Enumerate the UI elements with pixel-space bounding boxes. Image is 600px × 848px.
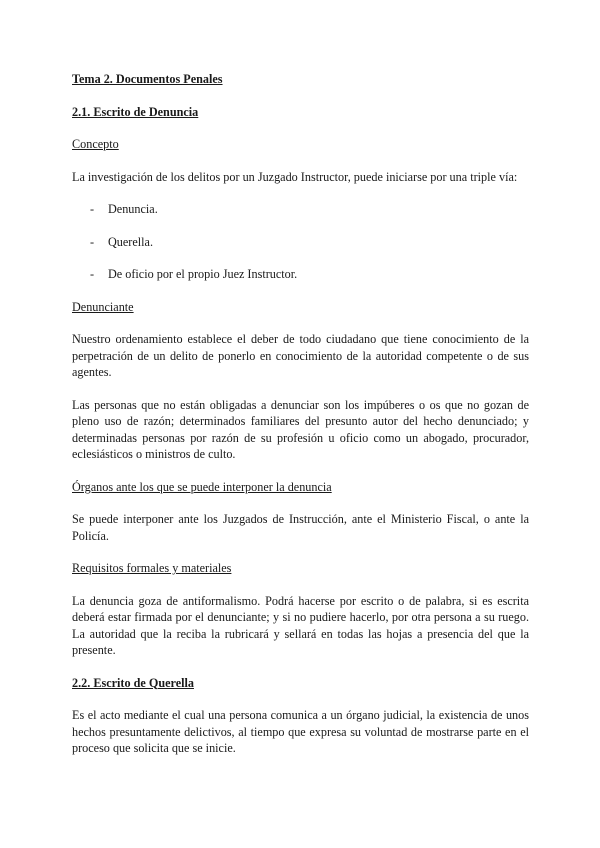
dash-bullet: - xyxy=(90,202,95,216)
list-item xyxy=(72,201,529,218)
dash-bullet: - xyxy=(90,267,95,281)
subheading-requisitos: Requisitos formales y materiales xyxy=(72,561,232,575)
list-item-text: Denuncia. xyxy=(108,202,158,216)
list-item xyxy=(72,234,529,251)
paragraph-organos: Se puede interponer ante los Juzgados de Instrucción, ante el Ministerio Fiscal, o ante la Policía. xyxy=(72,512,529,543)
paragraph-denunciante-1: Nuestro ordenamiento establece el deber de todo ciudadano que tiene conocimiento de la perpetración de un delito de ponerlo en conocimiento de la autoridad competente o de sus agentes. xyxy=(72,332,529,379)
dash-bullet: - xyxy=(90,234,95,249)
subheading-concepto: Concepto xyxy=(72,137,119,151)
paragraph-concepto-intro: La investigación de los delitos por un Juzgado Instructor, puede iniciarse por una triple vía: xyxy=(72,169,518,184)
list-item-text: De oficio por el propio Juez Instructor. xyxy=(108,267,298,281)
list-item xyxy=(72,266,529,283)
paragraph-denunciante-2: Las personas que no están obligadas a denunciar son los impúberes o os que no gozan de pleno uso de razón; determinados familiares del presunto autor del hecho denunciado; y determinadas personas por razón de su profesión u oficio como un abogado, procurador, eclesiásticos o ministros de culto. xyxy=(72,397,529,461)
subheading-organos: Órganos ante los que se puede interponer la denuncia xyxy=(72,479,332,494)
section-heading-denuncia: 2.1. Escrito de Denuncia xyxy=(72,104,199,119)
section-heading-querella: 2.2. Escrito de Querella xyxy=(72,675,194,690)
subheading-denunciante: Denunciante xyxy=(72,299,134,314)
list-item-text: Querella. xyxy=(108,234,154,249)
paragraph-requisitos: La denuncia goza de antiformalismo. Podrá hacerse por escrito o de palabra, si es escrita deberá estar firmada por el denunciante; y si no pudiere hacerlo, por otra persona a su ruego. La autoridad que la reciba la rubricará y sellará en todas las hojas a presencia del que la presente. xyxy=(72,593,529,657)
list-vias xyxy=(72,201,529,283)
paragraph-querella: Es el acto mediante el cual una persona comunica a un órgano judicial, la existencia de unos hechos presuntamente delictivos, al tiempo que expresa su voluntad de mostrarse parte en el proceso que solicita que se inicie. xyxy=(72,708,529,755)
document-title: Tema 2. Documentos Penales xyxy=(72,72,223,86)
